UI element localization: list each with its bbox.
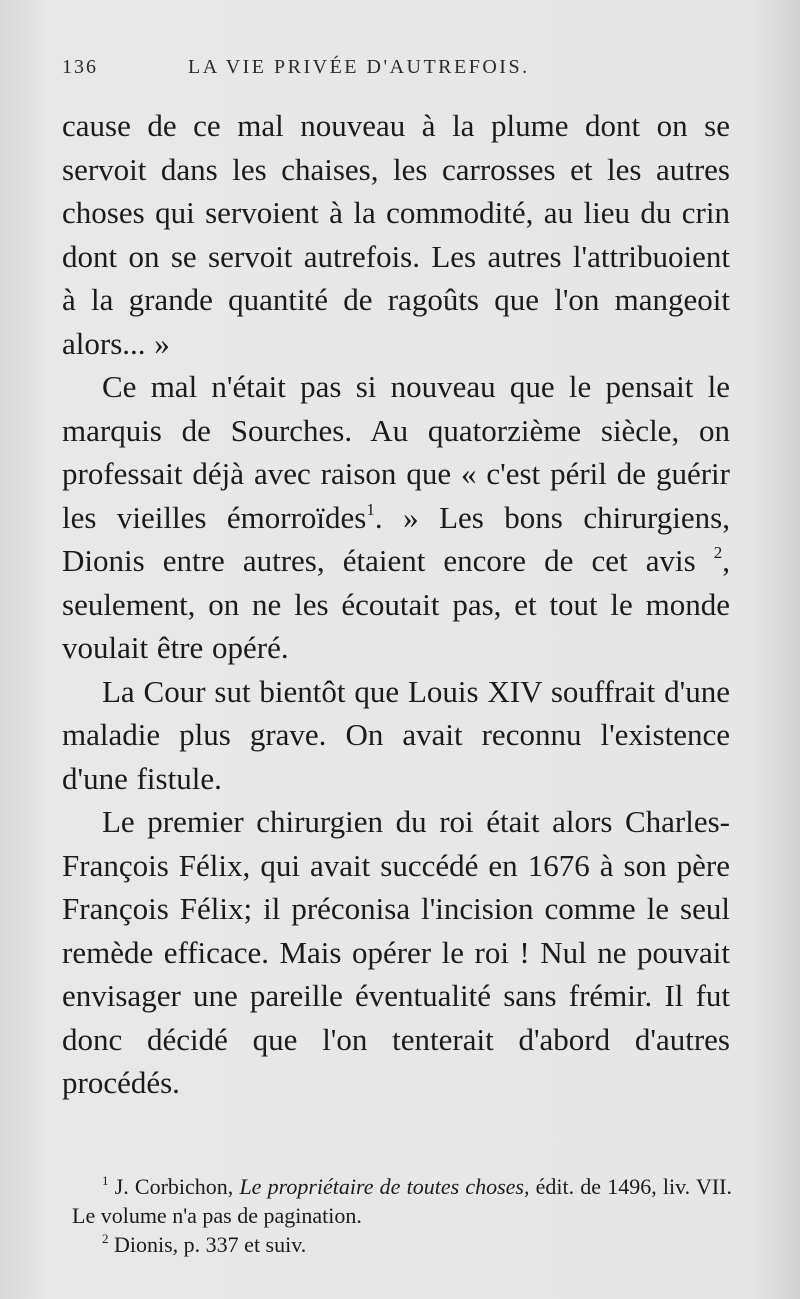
- footnote-1-rest: édit. de 1496, liv. VII. Le volume n'a pas de pagination.: [72, 1174, 732, 1228]
- footnote-2-text: Dionis, p. 337 et suiv.: [114, 1232, 307, 1257]
- paragraph-2-part-a: Ce mal n'était pas si nouveau que le pensait le marquis de Sourches. Au quatorzième siècle, on professait déjà avec raison que « c'est péril de guérir les vieilles émorroïdes: [62, 369, 730, 535]
- main-text: [62, 104, 730, 1105]
- footnote-1-author: J. Corbichon,: [114, 1174, 240, 1199]
- paragraph-4: Le premier chirurgien du roi était alors Charles-François Félix, qui avait succédé en 1676 à son père François Félix; il préconisa l'incision comme le seul remède efficace. Mais opérer le roi ! Nul ne pouvait envisager une pareille éventualité sans frémir. Il fut donc décidé que l'on tenterait d'abord d'autres procédés.: [62, 804, 730, 1100]
- footnote-2-mark: 2: [102, 1231, 109, 1246]
- footnote-1-title: Le propriétaire de toutes choses,: [239, 1174, 530, 1199]
- footnote-ref-2: 2: [713, 543, 723, 562]
- footnote-ref-1: 1: [366, 499, 375, 519]
- footnote-1-mark: 1: [102, 1173, 109, 1188]
- running-header: [62, 56, 740, 86]
- paragraph-2: [62, 365, 730, 670]
- footnote-1: [72, 1172, 732, 1230]
- running-title: LA VIE PRIVÉE D'AUTREFOIS.: [188, 56, 530, 78]
- footnotes: [72, 1172, 732, 1259]
- footnote-2: [72, 1230, 732, 1259]
- paragraph-1: cause de ce mal nouveau à la plume dont on se servoit dans les chaises, les carrosses et les autres choses qui servoient à la commodité, au lieu du crin dont on se servoit autrefois. Les autres l'attribuoient à la grande quantité de ragoûts que l'on mangeoit alors... »: [62, 108, 730, 361]
- paragraph-2-part-c: , seulement, on ne les écoutait pas, et tout le monde voulait être opéré.: [62, 543, 731, 665]
- paragraph-3: La Cour sut bientôt que Louis XIV souffrait d'une maladie plus grave. On avait reconnu l'existence d'une fistule.: [62, 673, 730, 796]
- paragraph-2-part-b: . » Les bons chirurgiens, Dionis entre autres, étaient encore de cet avis: [62, 499, 730, 578]
- page-number: 136: [62, 56, 98, 78]
